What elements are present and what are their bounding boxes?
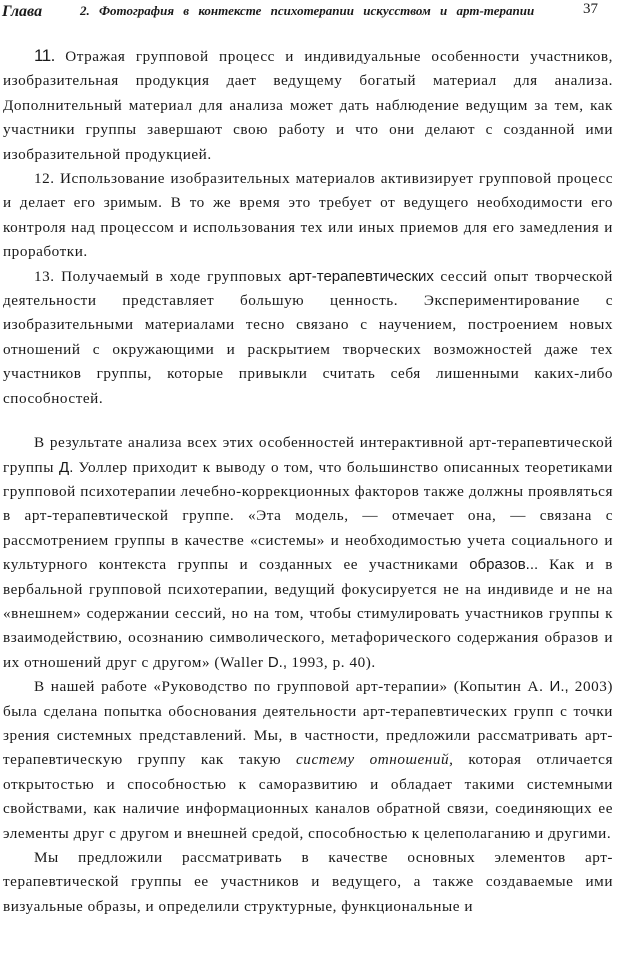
paragraph-13-term: арт-терапевтических [288,267,434,285]
paragraph-waller-initial: Д. [59,458,74,476]
paragraph-kopytin-part-a: В нашей работе «Руководство по групповой арт-терапии» (Копытин А. [34,678,544,696]
paragraph-kopytin-emphasis: систему отношений, [296,751,454,769]
paragraph-13-part-a: 13. Получаемый в ходе групповых [34,267,283,285]
paragraph-kopytin [3,675,613,846]
paragraph-waller-citation-initial: D., [267,653,287,671]
paragraph-waller-part-e: Как и в вербальной групповой психотерапии, ведущий фокусируется не на индивиде и не на «внешнем» содержании сессий, но на том, чтобы стимулировать участников группы к взаимодействию, осознанию символического, метафорического содержания образов и их отношений друг с другом» (Waller [3,556,613,671]
paragraph-waller-part-c: Уоллер приходит к выводу о том, что большинство описанных теоретиками групповой психотерапии лечебно-коррекционных факторов также должны проявляться в арт-терапевтической группе. «Эта модель, — отмечает она, — связана с рассмотрением группы в качестве «системы» и необходимостью учета социального и культурного контекста группы и созданных ее участниками [3,458,613,574]
paragraph-waller-images: образов... [469,556,539,574]
body-text [3,44,613,919]
header-chapter-word: Глава [2,3,43,20]
item-number-11: 11. [34,46,55,65]
paragraph-11-text: Отражая групповой процесс и индивидуальные особенности участников, изобразительная продукция дает ведущему богатый материал для анализа. Дополнительный материал для анализа может дать наблюдение ведущим за тем, как участники группы завершают свою работу и что они делают с созданной ими изобразительной продукцией. [3,48,613,163]
paragraph-11 [3,44,613,167]
page-number: 37 [583,1,598,17]
paragraph-waller-part-a: В результате анализа всех этих особенностей интерактивной арт-терапевтической группы [3,434,613,476]
paragraph-kopytin-part-c: 2003) была сделана попытка обоснования деятельности арт-терапевтических групп с точки зрения системных представлений. Мы, в частности, предложили рассматривать арт-терапевтическую группу как такую [3,678,613,769]
paragraph-13-part-c: сессий опыт творческой деятельности представляет большую ценность. Экспериментирование с изобразительными материалами тесно связано с научением, построением новых отношений с окружающими и раскрытием творческих возможностей даже тех участников группы, которые привыкли считать себя лишенными каких-либо способностей. [3,267,613,407]
paragraph-kopytin-part-d: которая отличается открытостью и способностью к саморазвитию и обладает такими системными свойствами, как наличие информационных каналов обратной связи, соединяющих ее элементы друг с другом и внешней средой, способностью к целеполаганию и другими. [3,751,613,842]
paragraph-kopytin-initial: И., [549,678,569,696]
paragraph-12: 12. Использование изобразительных материалов активизирует групповой процесс и делает его зримым. В то же время это требует от ведущего необходимости его контроля над процессом и использования тех или иных приемов для его замедления и проработки. [3,170,613,261]
header-chapter-title: 2. Фотография в контексте психотерапии искусством и арт-терапии [80,3,535,18]
paragraph-waller [3,431,613,675]
paragraph-waller-citation: 1993, p. 40). [291,653,376,671]
running-header [0,0,620,28]
paragraph-13 [3,265,613,411]
paragraph-elements: Мы предложили рассматривать в качестве основных элементов арт-терапевтической группы ее участников и ведущего, а также создаваемые ими визуальные образы, и определили структурные, функциональные и [3,849,613,915]
